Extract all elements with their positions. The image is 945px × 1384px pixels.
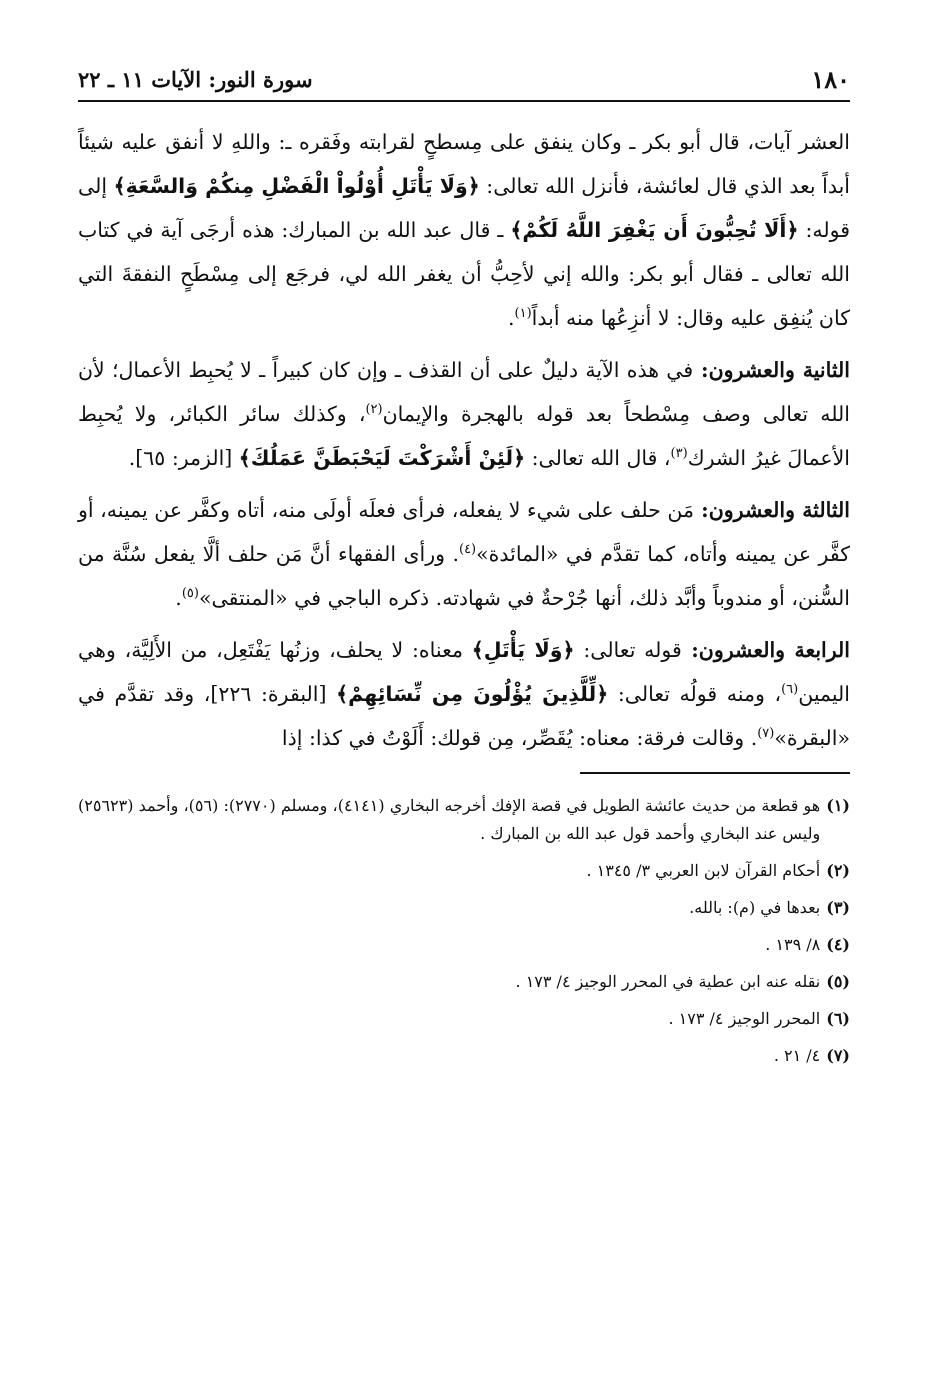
footnotes bbox=[78, 792, 850, 1070]
footnote-item bbox=[78, 792, 850, 848]
paragraph-4 bbox=[78, 628, 850, 760]
quran-verse: ﴿وَلَا يَأْتَلِ﴾ bbox=[471, 638, 575, 662]
paragraph-text: [البقرة: ٢٢٦]، وقد تقدَّم في «البقرة» bbox=[78, 682, 850, 750]
paragraph-text: معناه: لا يحلف، وزنُها يَفْتَعِل، من الأَلِيَّة، وهي اليمين bbox=[78, 638, 850, 706]
paragraph-text: ، قال الله تعالى: bbox=[525, 446, 671, 470]
paragraph-text: مَن حلف على شيء لا يفعله، فرأى فعلَه أولَى منه، أتاه وكفَّر عن يمينه، أو كفَّر عن يمينه وأتاه، كما تقدَّم في «المائدة» bbox=[78, 498, 850, 566]
book-page bbox=[78, 62, 850, 1332]
footnote-item bbox=[78, 857, 850, 885]
footnote-text: المحرر الوجيز ٤/ ١٧٣ . bbox=[668, 1009, 821, 1028]
footnote-text: أحكام القرآن لابن العربي ٣/ ١٣٤٥ . bbox=[586, 861, 821, 880]
paragraph-text: العشر آيات، قال أبو بكر ـ وكان ينفق على مِسطحٍ لقرابته وفَقره ـ: واللهِ لا أنفق عليه شيئاً أبداً بعد الذي قال لعائشة، فأنزل الله تعالى: bbox=[78, 130, 850, 198]
paragraph-text: . وقالت فرقة: معناه: يُقَصِّر، مِن قولك: أَلَوْتُ في كذا: إذا bbox=[281, 726, 758, 750]
quran-verse: ﴿لَئِنْ أَشْرَكْتَ لَيَحْبَطَنَّ عَمَلُكَ﴾ bbox=[238, 446, 526, 470]
footnote-item bbox=[78, 1005, 850, 1033]
footnote-marker[interactable]: (٦) bbox=[781, 682, 799, 698]
issue-heading: الثانية والعشرون: bbox=[693, 358, 850, 382]
paragraph-text: قوله تعالى: bbox=[574, 638, 682, 662]
footnote-marker[interactable]: (٢) bbox=[365, 402, 383, 418]
paragraph-3 bbox=[78, 488, 850, 620]
quran-verse: ﴿أَلَا تُحِبُّونَ أَن يَغْفِرَ اللَّهُ لَكُمْ﴾ bbox=[510, 218, 799, 242]
paragraph-text: ، ومنه قولُه تعالى: bbox=[608, 682, 782, 706]
footnote-number: (١) bbox=[826, 796, 850, 815]
paragraph-text: . bbox=[508, 306, 515, 330]
footnote-separator bbox=[580, 772, 850, 774]
footnote-marker[interactable]: (٧) bbox=[757, 726, 775, 742]
footnote-item bbox=[78, 968, 850, 996]
footnote-number: (٣) bbox=[826, 898, 850, 917]
paragraph-2 bbox=[78, 348, 850, 480]
footnote-marker[interactable]: (٣) bbox=[670, 446, 688, 462]
footnote-text: ٨/ ١٣٩ . bbox=[765, 935, 821, 954]
footnote-item bbox=[78, 1042, 850, 1070]
paragraph-text: ، وكذلك سائر الكبائر، ولا يُحبِط الأعمالَ غيرُ الشرك bbox=[78, 402, 850, 470]
footnote-number: (٧) bbox=[826, 1046, 850, 1065]
footnote-number: (٤) bbox=[826, 935, 850, 954]
paragraph-text: ـ قال عبد الله بن المبارك: هذه أرجَى آية في كتاب الله تعالى ـ فقال أبو بكر: والله إني لأحِبُّ أن يغفر الله لي، فرجَع إلى مِسْطَحٍ النفقةَ التي كان يُنفِق عليه وقال: لا أنزِعُها منه أبداً bbox=[78, 218, 850, 330]
paragraph-text: إلى قوله: bbox=[78, 174, 850, 242]
issue-heading: الثالثة والعشرون: bbox=[693, 498, 850, 522]
footnote-marker[interactable]: (١) bbox=[514, 306, 532, 322]
footnote-text: هو قطعة من حديث عائشة الطويل في قصة الإفك أخرجه البخاري (٤١٤١)، ومسلم (٢٧٧٠): (٥٦)، وأحمد (٢٥٦٢٣) وليس عند البخاري وأحمد قول عبد الله بن المبارك . bbox=[78, 796, 821, 843]
quran-verse: ﴿لِّلَّذِينَ يُؤْلُونَ مِن نِّسَائِهِمْ﴾ bbox=[336, 682, 609, 706]
footnote-number: (٢) bbox=[826, 861, 850, 880]
paragraph-text: في هذه الآية دليلٌ على أن القذف ـ وإن كان كبيراً ـ لا يُحبِط الأعمال؛ لأن الله تعالى وصف مِسْطحاً بعد قوله بالهجرة والإيمان bbox=[78, 358, 850, 426]
page-header bbox=[78, 62, 850, 102]
footnote-item bbox=[78, 931, 850, 959]
footnote-text: ٤/ ٢١ . bbox=[773, 1046, 821, 1065]
running-title: سورة النور: الآيات ١١ ـ ٢٢ bbox=[78, 66, 313, 92]
footnote-number: (٥) bbox=[826, 972, 850, 991]
page-number: ١٨٠ bbox=[811, 64, 850, 94]
footnote-text: بعدها في (م): بالله. bbox=[689, 898, 821, 917]
quran-verse: ﴿وَلَا يَأْتَلِ أُوْلُواْ الْفَضْلِ مِنكُمْ وَالسَّعَةِ﴾ bbox=[113, 174, 480, 198]
footnote-marker[interactable]: (٤) bbox=[458, 542, 477, 558]
footnote-text: نقله عنه ابن عطية في المحرر الوجيز ٤/ ١٧٣ . bbox=[515, 972, 821, 991]
issue-heading: الرابعة والعشرون: bbox=[681, 638, 850, 662]
paragraph-text: . ورأى الفقهاء أنَّ مَن حلف ألَّا يفعل سُنَّة من السُّنن، أو مندوباً وأبَّد ذلك، أنها جُرْحةٌ في شهادته. ذكره الباجي في «المنتقى» bbox=[78, 542, 850, 610]
footnote-marker[interactable]: (٥) bbox=[181, 586, 199, 602]
main-text bbox=[78, 120, 850, 760]
paragraph-text: . bbox=[175, 586, 182, 610]
paragraph-text: [الزمر: ٦٥]. bbox=[128, 446, 239, 470]
footnote-item bbox=[78, 894, 850, 922]
footnote-number: (٦) bbox=[826, 1009, 850, 1028]
paragraph-1 bbox=[78, 120, 850, 340]
